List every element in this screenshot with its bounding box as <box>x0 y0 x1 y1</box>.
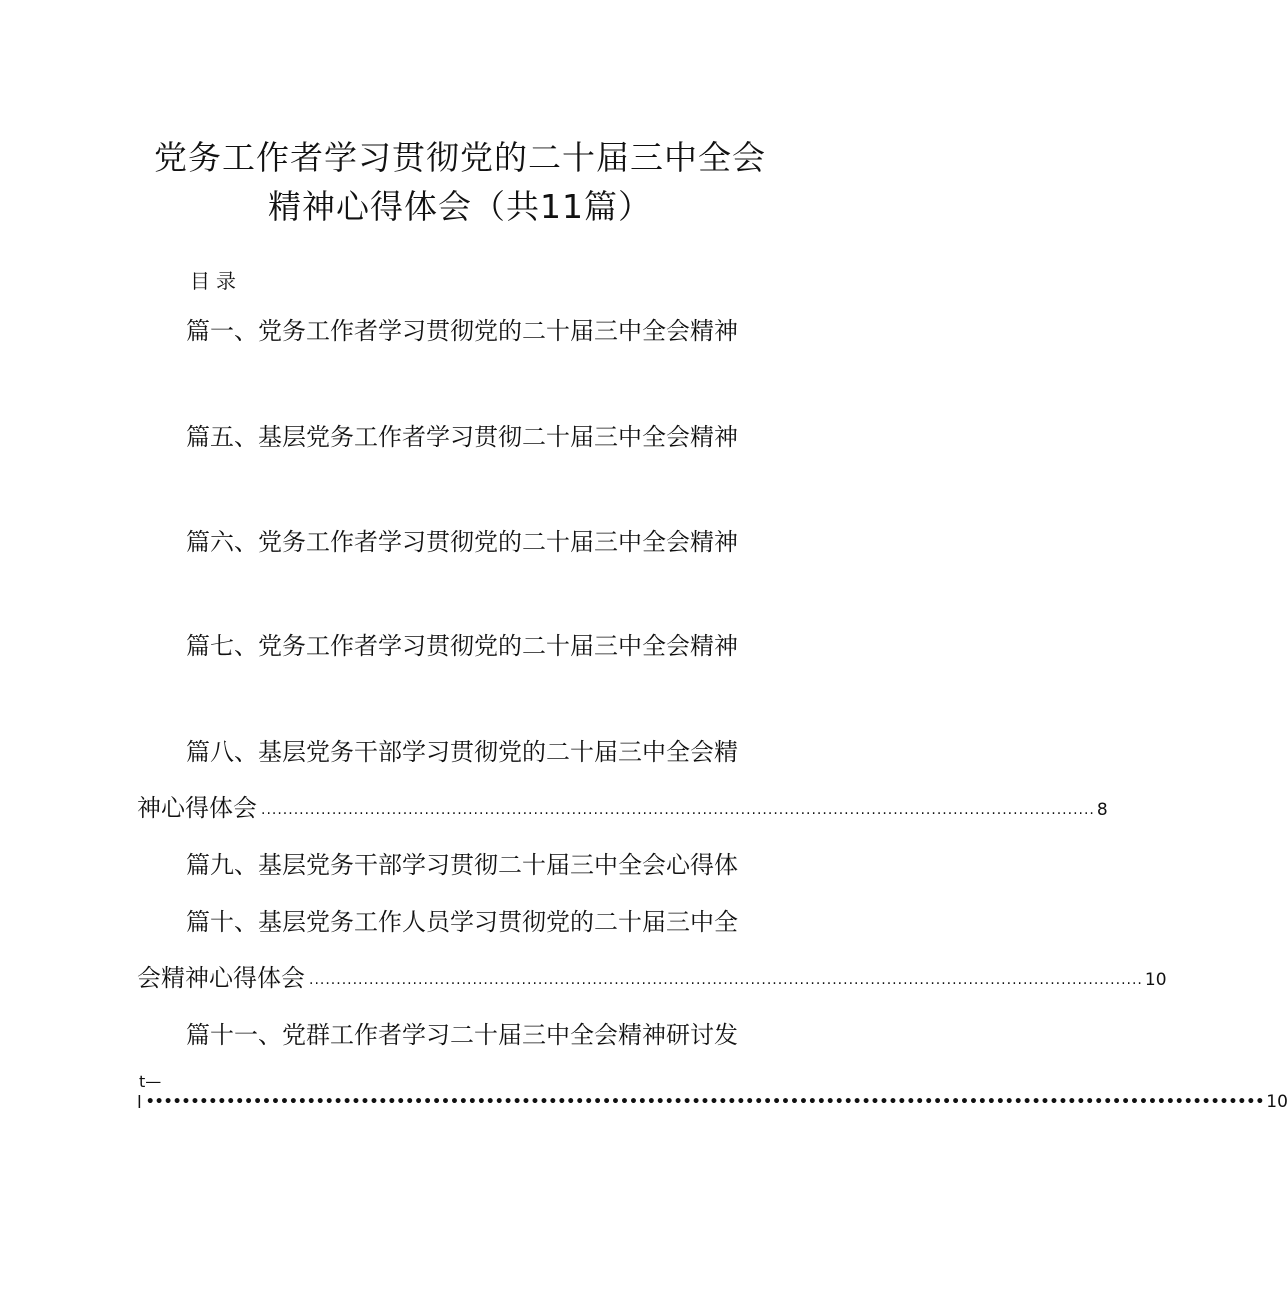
page-number: 8 <box>1096 800 1108 820</box>
toc-entry-11-fragment: t— <box>139 1072 162 1091</box>
toc-entry-6[interactable]: 篇六、党务工作者学习贯彻党的二十届三中全会精神 <box>186 528 738 556</box>
toc-heading: 目录 <box>190 269 242 293</box>
dot-leader: ......................................................................................................................................................... <box>261 802 1095 818</box>
toc-entry-10-continuation[interactable] <box>137 964 1167 992</box>
toc-entry-8[interactable]: 篇八、基层党务干部学习贯彻党的二十届三中全会精 <box>186 738 738 766</box>
toc-entry-text: 神心得体会 <box>137 794 257 822</box>
toc-entry-8-continuation[interactable] <box>137 794 1108 822</box>
toc-entry-10[interactable]: 篇十、基层党务工作人员学习贯彻党的二十届三中全 <box>186 908 738 936</box>
toc-entry-9[interactable]: 篇九、基层党务干部学习贯彻二十届三中全会心得体 <box>186 851 738 879</box>
document-title-line-1: 党务工作者学习贯彻党的二十届三中全会 <box>154 138 766 177</box>
toc-entry-7[interactable]: 篇七、党务工作者学习贯彻党的二十届三中全会精神 <box>186 632 738 660</box>
toc-entry-1[interactable]: 篇一、党务工作者学习贯彻党的二十届三中全会精神 <box>186 317 738 345</box>
page-number: 10 <box>1144 970 1167 990</box>
toc-entry-11-continuation[interactable] <box>137 1092 1288 1113</box>
toc-entry-text: l <box>137 1093 142 1113</box>
dot-leader: ......................................................................................................................................................... <box>309 972 1143 988</box>
page-number: 10 <box>1266 1092 1288 1112</box>
document-title-line-2: 精神心得体会（共11篇） <box>268 187 652 226</box>
toc-entry-text: 会精神心得体会 <box>137 964 305 992</box>
toc-entry-11[interactable]: 篇十一、党群工作者学习二十届三中全会精神研讨发 <box>186 1021 738 1049</box>
dot-leader: ••••••••••••••••••••••••••••••••••••••••••••••••••••••••••••••••••••••••••••••••••••••••••••••••••••••••••••••••••••••••••••• <box>145 1094 1265 1110</box>
toc-entry-5[interactable]: 篇五、基层党务工作者学习贯彻二十届三中全会精神 <box>186 423 738 451</box>
